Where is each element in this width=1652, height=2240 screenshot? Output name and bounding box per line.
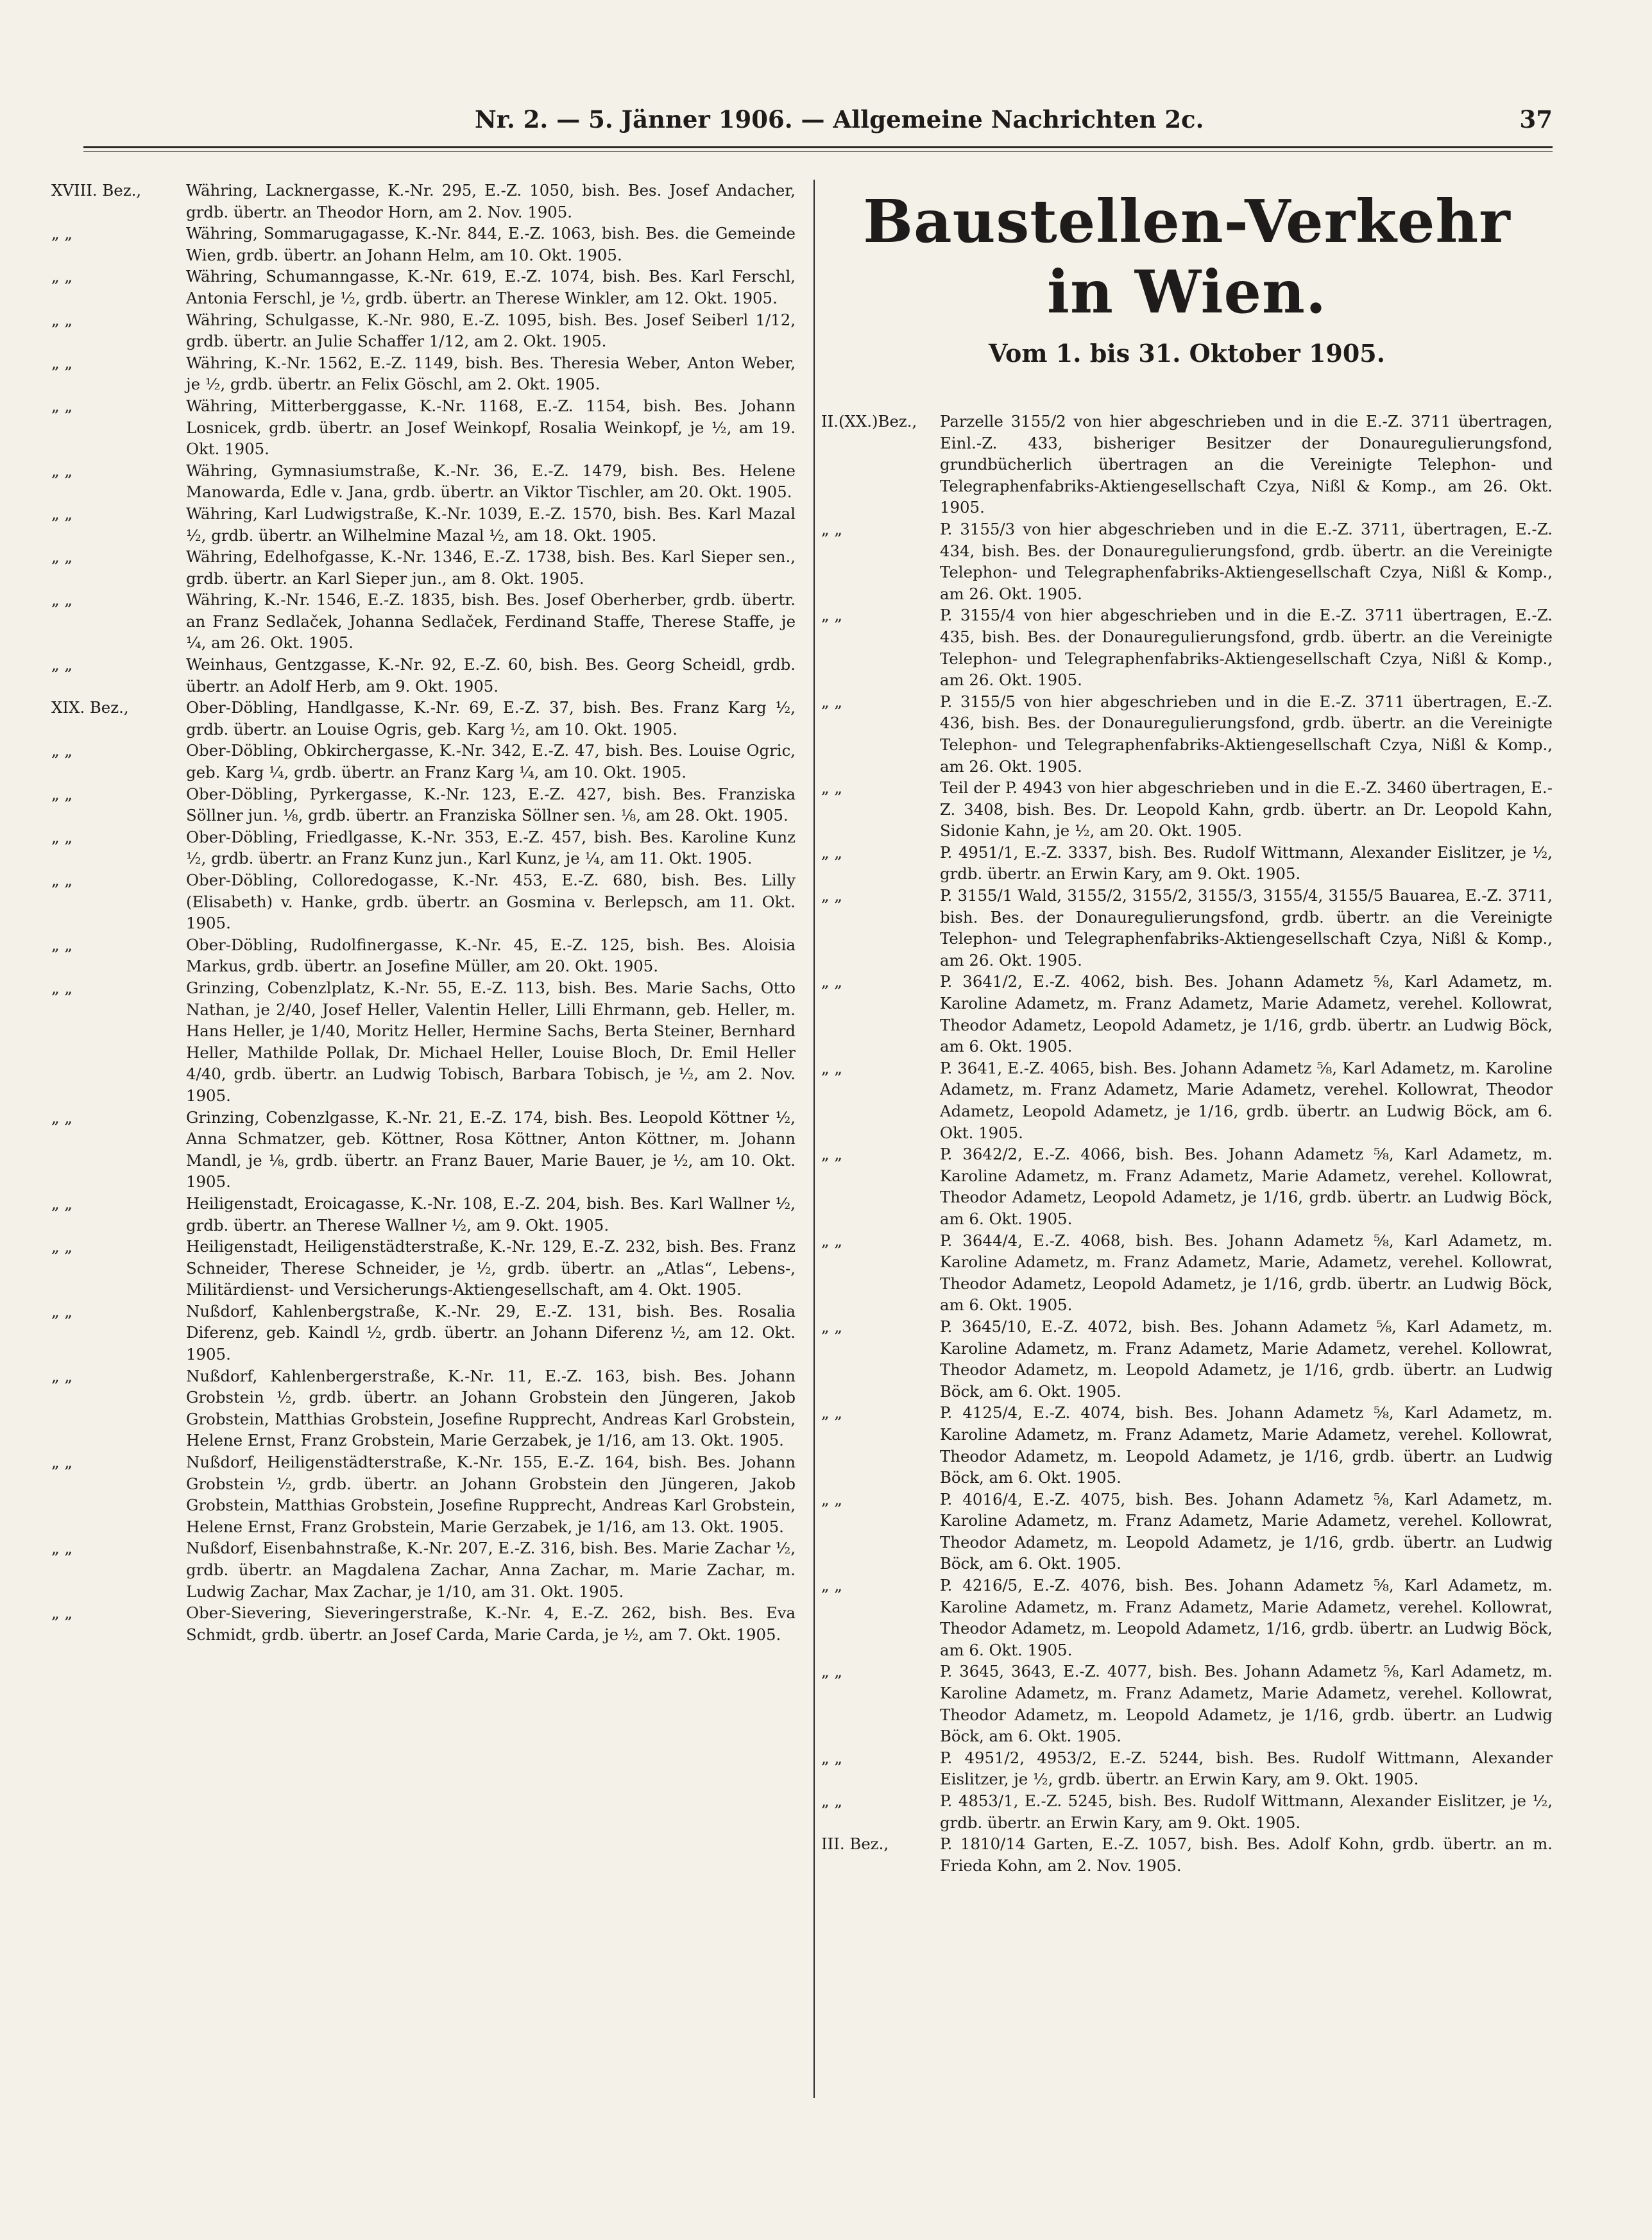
entry-text: P. 3155/1 Wald, 3155/2, 3155/2, 3155/3, 3155/4, 3155/5 Bauarea, E.-Z. 3711, bish. Bes. der Donauregulierungsfond, grdb. übertr. an die Vereinigte Telephon- und Telegraphenfabriks-Aktiengesellschaft Czya, Nißl & Komp., am 26. Okt. 1905. [940, 886, 1553, 970]
register-entry [821, 1402, 1553, 1488]
entry-text: P. 4951/1, E.-Z. 3337, bish. Bes. Rudolf Wittmann, Alexander Eislitzer, je ½, grdb. übertr. an Erwin Kary, am 9. Okt. 1905. [940, 842, 1553, 884]
register-entry [821, 971, 1553, 1057]
entry-text: Nußdorf, Heiligenstädterstraße, K.-Nr. 155, E.-Z. 164, bish. Bes. Johann Grobstein ½, grdb. übertr. an Johann Grobstein den Jüngeren, Jakob Grobstein, Matthias Grobstein, Josefine Rupprecht, Andreas Karl Grobstein, Helene Ernst, Franz Grobstein, Marie Gerzabek, je 1/16, am 13. Okt. 1905. [186, 1453, 796, 1536]
district-label: „ „ [51, 827, 73, 846]
page-number: 37 [1519, 105, 1553, 133]
register-entry [51, 1537, 796, 1602]
district-label: „ „ [51, 1603, 73, 1623]
entry-text: Ober-Döbling, Colloredogasse, K.-Nr. 453, E.-Z. 680, bish. Bes. Lilly (Elisabeth) v. Hanke, grdb. übertr. an Gosmina v. Berlepsch, am 11. Okt. 1905. [186, 871, 796, 933]
register-entry [51, 352, 796, 395]
district-label: „ „ [51, 310, 73, 329]
district-label: „ „ [821, 1576, 843, 1595]
register-entry [821, 1747, 1553, 1790]
register-entry [51, 589, 796, 654]
entry-text: P. 4016/4, E.-Z. 4075, bish. Bes. Johann Adametz ⅝, Karl Adametz, m. Karoline Adametz, m. Franz Adametz, Marie Adametz, verehel. Kollowrat, Theodor Adametz, m. Leopold Adametz, je 1/16, grdb. übertr. an Ludwig Böck, am 6. Okt. 1905. [940, 1489, 1553, 1573]
register-entry [821, 411, 1553, 518]
register-entry [821, 1143, 1553, 1229]
district-label: „ „ [821, 778, 843, 798]
register-entry [821, 1790, 1553, 1833]
district-label: „ „ [51, 1107, 73, 1127]
district-label: „ „ [821, 1748, 843, 1767]
entry-text: Grinzing, Cobenzlgasse, K.-Nr. 21, E.-Z. 174, bish. Bes. Leopold Köttner ½, Anna Schmatzer, geb. Köttner, Rosa Köttner, Anton Köttner, m. Johann Mandl, je ⅛, grdb. übertr. an Franz Bauer, Marie Bauer, je ½, am 10. Okt. 1905. [186, 1107, 796, 1192]
district-label: III. Bez., [821, 1834, 889, 1854]
register-entry [51, 826, 796, 869]
register-entry [51, 1236, 796, 1301]
district-label: „ „ [51, 396, 73, 415]
register-entry [51, 309, 796, 352]
entry-text: Nußdorf, Kahlenbergstraße, K.-Nr. 29, E.-Z. 131, bish. Bes. Rosalia Diferenz, geb. Kaindl ½, grdb. übertr. an Johann Diferenz ½, am 12. Okt. 1905. [186, 1301, 796, 1364]
register-entry [821, 885, 1553, 971]
district-label: „ „ [51, 741, 73, 760]
district-label: „ „ [821, 1403, 843, 1423]
entry-text: P. 3645, 3643, E.-Z. 4077, bish. Bes. Johann Adametz ⅝, Karl Adametz, m. Karoline Adametz, m. Franz Adametz, Marie Adametz, verehel. Kollowrat, Theodor Adametz, m. Leopold Adametz, je 1/16, grdb. übertr. an Ludwig Böck, am 6. Okt. 1905. [940, 1662, 1553, 1746]
district-label: XVIII. Bez., [51, 181, 142, 200]
register-entry [821, 777, 1553, 842]
entry-text: Parzelle 3155/2 von hier abgeschrieben und in die E.-Z. 3711 übertragen, Einl.-Z. 433, bisheriger Besitzer der Donauregulierungsfond, grundbücherlich übertragen an die Vereinigte Telephon- und Telegraphenfabriks-Aktiengesellschaft Czya, Nißl & Komp., am 26. Okt. 1905. [940, 412, 1553, 517]
entry-text: P. 3642/2, E.-Z. 4066, bish. Bes. Johann Adametz ⅝, Karl Adametz, m. Karoline Adametz, m. Franz Adametz, Marie Adametz, verehel. Kollowrat, Theodor Adametz, Leopold Adametz, je 1/16, grdb. übertr. an Ludwig Böck, am 6. Okt. 1905. [940, 1145, 1553, 1228]
register-entry [51, 654, 796, 697]
register-entry [51, 1193, 796, 1236]
entry-text: Ober-Döbling, Pyrkergasse, K.-Nr. 123, E.-Z. 427, bish. Bes. Franziska Söllner jun. ⅛, grdb. übertr. an Franziska Söllner sen. ⅛, am 28. Okt. 1905. [186, 784, 796, 825]
entry-text: Ober-Döbling, Friedlgasse, K.-Nr. 353, E.-Z. 457, bish. Bes. Karoline Kunz ½, grdb. übertr. an Franz Kunz jun., Karl Kunz, je ¼, am 11. Okt. 1905. [186, 827, 796, 868]
register-entry [821, 1661, 1553, 1747]
entry-text: Währing, Edelhofgasse, K.-Nr. 1346, E.-Z. 1738, bish. Bes. Karl Sieper sen., grdb. übertr. an Karl Sieper jun., am 8. Okt. 1905. [186, 547, 796, 588]
section-title-block [821, 186, 1553, 368]
register-entry [51, 977, 796, 1107]
entry-text: Währing, Schulgasse, K.-Nr. 980, E.-Z. 1095, bish. Bes. Josef Seiberl 1/12, grdb. übertr. an Julie Schaffer 1/12, am 2. Okt. 1905. [186, 310, 796, 351]
header-rule-thin [83, 151, 1553, 152]
entry-text: Weinhaus, Gentzgasse, K.-Nr. 92, E.-Z. 60, bish. Bes. Georg Scheidl, grdb. übertr. an Adolf Herb, am 9. Okt. 1905. [186, 655, 796, 696]
district-label: „ „ [821, 1058, 843, 1077]
district-label: „ „ [821, 1145, 843, 1164]
district-label: „ „ [51, 267, 73, 286]
register-entry [51, 546, 796, 589]
entry-text: P. 3155/3 von hier abgeschrieben und in die E.-Z. 3711, übertragen, E.-Z. 434, bish. Bes. der Donauregulierungsfond, grdb. übertr. an die Vereinigte Telephon- und Telegraphenfabriks-Aktiengesellschaft Czya, Nißl & Komp., am 26. Okt. 1905. [940, 519, 1553, 603]
register-entry [51, 1107, 796, 1193]
register-entry [821, 1230, 1553, 1316]
district-label: „ „ [821, 1231, 843, 1250]
district-label: „ „ [821, 606, 843, 625]
register-entry [51, 869, 796, 934]
district-label: „ „ [51, 1301, 73, 1321]
register-entry [51, 934, 796, 977]
page-header [83, 101, 1553, 140]
district-label: „ „ [51, 504, 73, 523]
district-label: „ „ [51, 590, 73, 610]
entry-text: Währing, Gymnasiumstraße, K.-Nr. 36, E.-Z. 1479, bish. Bes. Helene Manowarda, Edle v. Jana, grdb. übertr. an Viktor Tischler, am 20. Okt. 1905. [186, 461, 796, 502]
left-column [51, 180, 796, 1645]
register-entry [51, 180, 796, 223]
column-divider [813, 180, 815, 2098]
entry-text: P. 3641, E.-Z. 4065, bish. Bes. Johann Adametz ⅝, Karl Adametz, m. Karoline Adametz, m. Franz Adametz, Marie Adametz, verehel. Kollowrat, Theodor Adametz, Leopold Adametz, je 1/16, grdb. übertr. an Ludwig Böck, am 6. Okt. 1905. [940, 1058, 1553, 1142]
district-label: „ „ [51, 547, 73, 567]
register-entry [51, 503, 796, 546]
register-entry [821, 1489, 1553, 1575]
district-label: „ „ [821, 692, 843, 711]
entry-text: P. 4951/2, 4953/2, E.-Z. 5244, bish. Bes. Rudolf Wittmann, Alexander Eislitzer, je ½, grdb. übertr. an Erwin Kary, am 9. Okt. 1905. [940, 1748, 1553, 1789]
district-label: „ „ [51, 978, 73, 997]
entry-text: Heiligenstadt, Eroicagasse, K.-Nr. 108, E.-Z. 204, bish. Bes. Karl Wallner ½, grdb. übertr. an Therese Wallner ½, am 9. Okt. 1905. [186, 1193, 796, 1235]
entry-text: Ober-Döbling, Rudolfinergasse, K.-Nr. 45, E.-Z. 125, bish. Bes. Aloisia Markus, grdb. übertr. an Josefine Müller, am 20. Okt. 1905. [186, 935, 796, 976]
district-label: „ „ [51, 1237, 73, 1256]
district-label: „ „ [821, 1662, 843, 1681]
entry-text: P. 4216/5, E.-Z. 4076, bish. Bes. Johann Adametz ⅝, Karl Adametz, m. Karoline Adametz, m. Franz Adametz, Marie Adametz, verehel. Kollowrat, Theodor Adametz, m. Leopold Adametz, 1/16, grdb. übertr. an Ludwig Böck, am 6. Okt. 1905. [940, 1576, 1553, 1659]
entry-text: P. 1810/14 Garten, E.-Z. 1057, bish. Bes. Adolf Kohn, grdb. übertr. an m. Frieda Kohn, am 2. Nov. 1905. [940, 1834, 1553, 1875]
register-entry [821, 1316, 1553, 1402]
district-label: „ „ [51, 1539, 73, 1558]
register-entry [821, 1057, 1553, 1143]
entry-text: Nußdorf, Eisenbahnstraße, K.-Nr. 207, E.-Z. 316, bish. Bes. Marie Zachar ½, grdb. übertr. an Magdalena Zachar, Anna Zachar, m. Marie Zachar, m. Ludwig Zachar, Max Zachar, je 1/10, am 31. Okt. 1905. [186, 1539, 796, 1601]
district-label: „ „ [821, 1317, 843, 1336]
entry-text: Währing, Schumanngasse, K.-Nr. 619, E.-Z. 1074, bish. Bes. Karl Ferschl, Antonia Ferschl, je ½, grdb. übertr. an Therese Winkler, am 12. Okt. 1905. [186, 267, 796, 307]
register-entry [821, 842, 1553, 885]
register-entry [51, 1301, 796, 1365]
register-entry [51, 740, 796, 783]
register-entry [821, 604, 1553, 690]
header-rule [83, 146, 1553, 148]
district-label: „ „ [51, 461, 73, 480]
register-entry [51, 266, 796, 309]
section-subtitle: Vom 1. bis 31. Oktober 1905. [989, 339, 1385, 368]
district-label: „ „ [821, 886, 843, 905]
entry-text: P. 3645/10, E.-Z. 4072, bish. Bes. Johann Adametz ⅝, Karl Adametz, m. Karoline Adametz, m. Franz Adametz, Marie Adametz, verehel. Kollowrat, Theodor Adametz, m. Leopold Adametz, je 1/16, grdb. übertr. an Ludwig Böck, am 6. Okt. 1905. [940, 1317, 1553, 1401]
entry-text: Teil der P. 4943 von hier abgeschrieben und in die E.-Z. 3460 übertragen, E.-Z. 3408, bish. Bes. Dr. Leopold Kahn, grdb. übertr. an Dr. Leopold Kahn, Sidonie Kahn, je ½, am 20. Okt. 1905. [940, 778, 1553, 841]
entry-text: Währing, K.-Nr. 1546, E.-Z. 1835, bish. Bes. Josef Oberherber, grdb. übertr. an Franz Sedlaček, Johanna Sedlaček, Ferdinand Staffe, Therese Staffe, je ¼, am 26. Okt. 1905. [186, 590, 796, 653]
register-entry [51, 395, 796, 460]
right-column [821, 411, 1553, 1876]
register-entry [51, 697, 796, 740]
district-label: „ „ [51, 871, 73, 889]
district-label: „ „ [51, 1366, 73, 1385]
register-entry [51, 223, 796, 266]
entry-text: Nußdorf, Kahlenbergerstraße, K.-Nr. 11, E.-Z. 163, bish. Bes. Johann Grobstein ½, grdb. übertr. an Johann Grobstein den Jüngeren, Jakob Grobstein, Matthias Grobstein, Josefine Rupprecht, Andreas Karl Grobstein, Helene Ernst, Franz Grobstein, Marie Gerzabek, je 1/16, am 13. Okt. 1905. [186, 1366, 796, 1450]
entry-text: P. 4853/1, E.-Z. 5245, bish. Bes. Rudolf Wittmann, Alexander Eislitzer, je ½, grdb. übertr. an Erwin Kary, am 9. Okt. 1905. [940, 1791, 1553, 1832]
entry-text: Währing, K.-Nr. 1562, E.-Z. 1149, bish. Bes. Theresia Weber, Anton Weber, je ½, grdb. übertr. an Felix Göschl, am 2. Okt. 1905. [186, 353, 796, 394]
entry-text: P. 3155/4 von hier abgeschrieben und in die E.-Z. 3711 übertragen, E.-Z. 435, bish. Bes. der Donauregulierungsfond, grdb. übertr. an die Vereinigte Telephon- und Telegraphenfabriks-Aktiengesellschaft Czya, Nißl & Komp., am 26. Okt. 1905. [940, 606, 1553, 690]
district-label: „ „ [821, 972, 843, 991]
entry-text: P. 3644/4, E.-Z. 4068, bish. Bes. Johann Adametz ⅝, Karl Adametz, m. Karoline Adametz, m. Franz Adametz, Marie, Adametz, verehel. Kollowrat, Theodor Adametz, Leopold Adametz, je 1/16, grdb. übertr. an Ludwig Böck, am 6. Okt. 1905. [940, 1231, 1553, 1315]
entry-text: Währing, Sommarugagasse, K.-Nr. 844, E.-Z. 1063, bish. Bes. die Gemeinde Wien, grdb. übertr. an Johann Helm, am 10. Okt. 1905. [186, 224, 796, 264]
district-label: „ „ [51, 935, 73, 954]
running-header: Nr. 2. — 5. Jänner 1906. — Allgemeine Nachrichten 2c. [475, 105, 1204, 133]
entry-text: P. 4125/4, E.-Z. 4074, bish. Bes. Johann Adametz ⅝, Karl Adametz, m. Karoline Adametz, m. Franz Adametz, Marie Adametz, verehel. Kollowrat, Theodor Adametz, m. Leopold Adametz, je 1/16, grdb. übertr. an Ludwig Böck, am 6. Okt. 1905. [940, 1403, 1553, 1487]
entry-text: Währing, Lacknergasse, K.-Nr. 295, E.-Z. 1050, bish. Bes. Josef Andacher, grdb. übertr. an Theodor Horn, am 2. Nov. 1905. [186, 181, 796, 221]
district-label: „ „ [821, 1791, 843, 1810]
section-title: Baustellen-Verkehr in Wien. [863, 187, 1511, 327]
district-label: „ „ [821, 842, 843, 862]
district-label: II.(XX.)Bez., [821, 412, 917, 431]
entry-text: Ober-Döbling, Obkirchergasse, K.-Nr. 342, E.-Z. 47, bish. Bes. Louise Ogric, geb. Karg ¼, grdb. übertr. an Franz Karg ¼, am 10. Okt. 1905. [186, 741, 796, 782]
district-label: „ „ [821, 1489, 843, 1509]
register-entry [821, 1575, 1553, 1661]
register-entry [51, 1602, 796, 1645]
entry-text: P. 3641/2, E.-Z. 4062, bish. Bes. Johann Adametz ⅝, Karl Adametz, m. Karoline Adametz, m. Franz Adametz, Marie Adametz, verehel. Kollowrat, Theodor Adametz, Leopold Adametz, je 1/16, grdb. übertr. an Ludwig Böck, am 6. Okt. 1905. [940, 972, 1553, 1056]
entry-text: Ober-Döbling, Handlgasse, K.-Nr. 69, E.-Z. 37, bish. Bes. Franz Karg ½, grdb. übertr. an Louise Ogris, geb. Karg ½, am 10. Okt. 1905. [186, 698, 796, 739]
entry-text: Ober-Sievering, Sieveringerstraße, K.-Nr. 4, E.-Z. 262, bish. Bes. Eva Schmidt, grdb. übertr. an Josef Carda, Marie Carda, je ½, am 7. Okt. 1905. [186, 1603, 796, 1644]
district-label: „ „ [51, 224, 73, 243]
entry-text: Grinzing, Cobenzlplatz, K.-Nr. 55, E.-Z. 113, bish. Bes. Marie Sachs, Otto Nathan, je 2/40, Josef Heller, Valentin Heller, Lilli Ehrmann, geb. Heller, m. Hans Heller, je 1/40, Moritz Heller, Hermine Sachs, Berta Steiner, Bernhard Heller, Mathilde Pollak, Dr. Michael Heller, Louise Bloch, Dr. Emil Heller 4/40, grdb. übertr. an Ludwig Tobisch, Barbara Tobisch, je ½, am 2. Nov. 1905. [186, 978, 796, 1105]
register-entry [51, 1451, 796, 1537]
district-label: „ „ [51, 655, 73, 674]
entry-text: Heiligenstadt, Heiligenstädterstraße, K.-Nr. 129, E.-Z. 232, bish. Bes. Franz Schneider, Therese Schneider, je ½, grdb. übertr. an „Atlas“, Lebens-, Militärdienst- und Versicherungs-Aktiengesellschaft, am 4. Okt. 1905. [186, 1237, 796, 1299]
entry-text: Währing, Karl Ludwigstraße, K.-Nr. 1039, E.-Z. 1570, bish. Bes. Karl Mazal ½, grdb. übertr. an Wilhelmine Mazal ½, am 18. Okt. 1905. [186, 504, 796, 545]
entry-text: P. 3155/5 von hier abgeschrieben und in die E.-Z. 3711 übertragen, E.-Z. 436, bish. Bes. der Donauregulierungsfond, grdb. übertr. an die Vereinigte Telephon- und Telegraphenfabriks-Aktiengesellschaft Czya, Nißl & Komp., am 26. Okt. 1905. [940, 692, 1553, 776]
district-label: „ „ [51, 1193, 73, 1213]
district-label: „ „ [821, 519, 843, 538]
register-entry [51, 1365, 796, 1451]
register-entry [821, 691, 1553, 777]
register-entry [51, 783, 796, 826]
register-entry [821, 518, 1553, 604]
register-entry [821, 1833, 1553, 1876]
entry-text: Währing, Mitterberggasse, K.-Nr. 1168, E.-Z. 1154, bish. Bes. Johann Losnicek, grdb. übertr. an Josef Weinkopf, Rosalia Weinkopf, je ½, am 19. Okt. 1905. [186, 396, 796, 459]
district-label: „ „ [51, 784, 73, 803]
district-label: „ „ [51, 1453, 73, 1472]
district-label: XIX. Bez., [51, 698, 129, 717]
district-label: „ „ [51, 353, 73, 372]
register-entry [51, 460, 796, 503]
